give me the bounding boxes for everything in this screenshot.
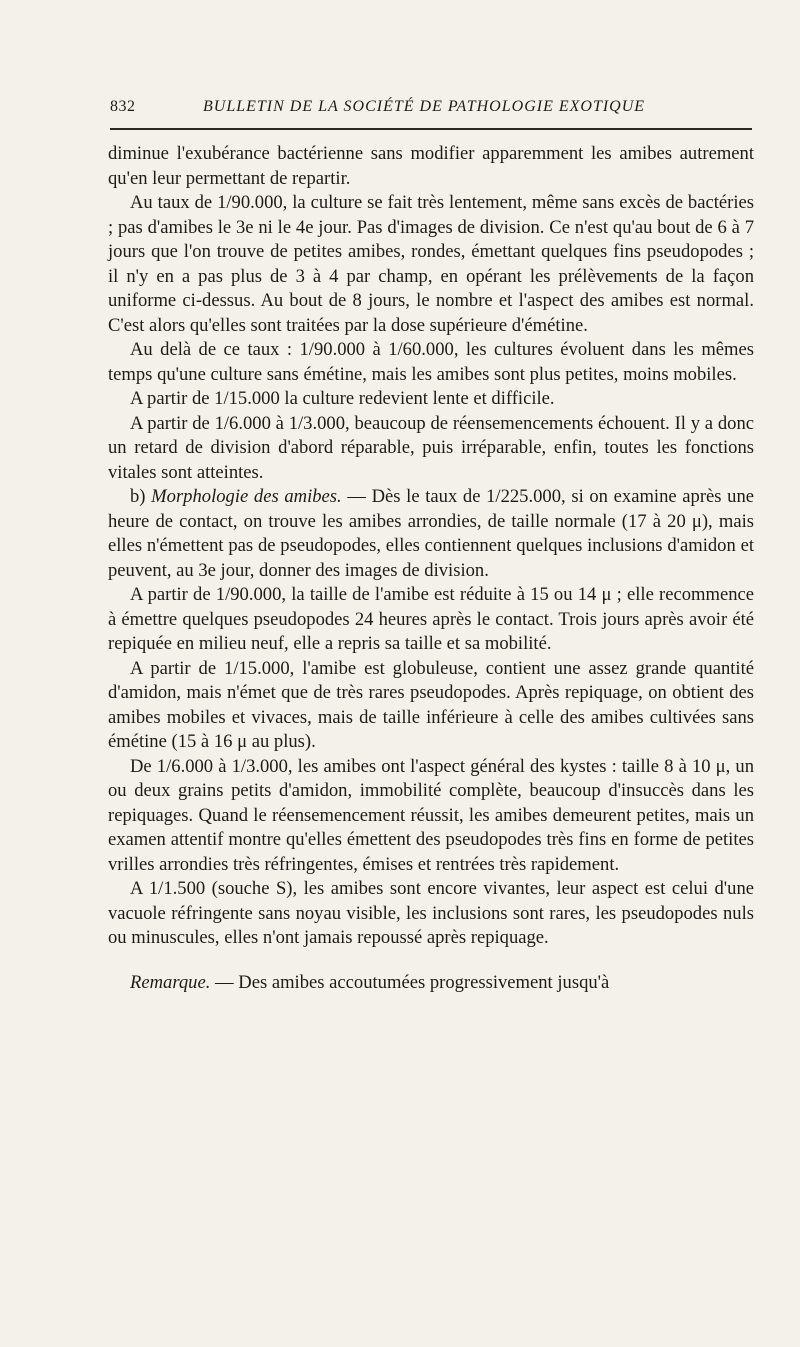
paragraph-9 [108,755,754,878]
paragraph-4 [108,387,754,412]
paragraph-7 [108,583,754,657]
paragraph-1 [108,142,754,191]
page-number: 832 [110,98,136,115]
header-rule [110,128,752,130]
remark-label: Remarque. [130,971,211,993]
paragraph-3-text: Au delà de ce taux : 1/90.000 à 1/60.000, les cultures évoluent dans les mêmes temps qu'une culture sans émétine, mais les amibes sont plus petites, moins mobiles. [108,339,754,385]
paragraph-4-text: A partir de 1/15.000 la culture redevient lente et difficile. [130,388,555,409]
running-title: BULLETIN DE LA SOCIÉTÉ DE PATHOLOGIE EXOTIQUE [203,98,646,115]
paragraph-2 [108,191,754,338]
paragraph-7-text: A partir de 1/90.000, la taille de l'amibe est réduite à 15 ou 14 μ ; elle recommence à émettre quelques pseudopodes 24 heures après le contact. Trois jours après avoir été repiquée en milieu neuf, elle a repris sa taille et sa mobilité. [108,584,754,654]
section-title: Morphologie des amibes. [151,486,342,507]
paragraph-2-text: Au taux de 1/90.000, la culture se fait très lentement, même sans excès de bactéries ; pas d'amibes le 3e ni le 4e jour. Pas d'images de division. Ce n'est qu'au bout de 6 à 7 jours que l'on trouve de petites amibes, rondes, émettant quelques fins pseudopodes ; il n'y en a pas plus de 3 à 4 par champ, en opérant les prélèvements de la façon uniforme ci-dessus. Au bout de 8 jours, le nombre et l'aspect des amibes est normal. C'est alors qu'elles sont traitées par la dose supérieure d'émétine. [108,192,754,336]
body-text [108,142,754,995]
paragraph-10-text: A 1/1.500 (souche S), les amibes sont encore vivantes, leur aspect est celui d'une vacuole réfringente sans noyau visible, les inclusions sont rares, les pseudopodes nuls ou minuscules, elles n'ont jamais repoussé après repiquage. [108,878,754,948]
paragraph-8 [108,657,754,755]
paragraph-9-text: De 1/6.000 à 1/3.000, les amibes ont l'aspect général des kystes : taille 8 à 10 μ, un ou deux grains petits d'amidon, immobilité complète, beaucoup d'insuccès dans les repiquages. Quand le réensemencement réussit, les amibes demeurent petites, mais un examen attentif montre qu'elles émettent des pseudopodes très fins en forme de petites vrilles arrondies très réfringentes, émises et rentrées très rapidement. [108,755,754,875]
paragraph-3 [108,338,754,387]
paragraph-5-text: A partir de 1/6.000 à 1/3.000, beaucoup de réensemencements échouent. Il y a donc un retard de division d'abord réparable, puis irréparable, enfin, toutes les fonctions vitales sont atteintes. [108,412,754,483]
section-label: b) [130,486,152,507]
page-header [110,98,752,128]
paragraph-remark [108,971,754,996]
remark-text: — Des amibes accoutumées progressivement jusqu'à [210,971,610,993]
paragraph-10 [108,877,754,951]
paragraph-1-text: diminue l'exubérance bactérienne sans modifier apparemment les amibes autrement qu'en leur permettant de repartir. [108,143,754,189]
paragraph-6 [108,485,754,583]
paragraph-6-text: — Dès le taux de 1/225.000, si on examine après une heure de contact, on trouve les amibes arrondies, de taille normale (17 à 20 μ), mais elles n'émettent pas de pseudopodes, elles contiennent quelques inclusions d'amidon et peuvent, au 3e jour, donner des images de division. [108,486,755,581]
paragraph-8-text: A partir de 1/15.000, l'amibe est globuleuse, contient une assez grande quantité d'amidon, mais n'émet que de très rares pseudopodes. Après repiquage, on obtient des amibes mobiles et vivaces, mais de taille inférieure à celle des amibes cultivées sans émétine (15 à 16 μ au plus). [108,657,754,752]
paragraph-5 [108,412,754,486]
